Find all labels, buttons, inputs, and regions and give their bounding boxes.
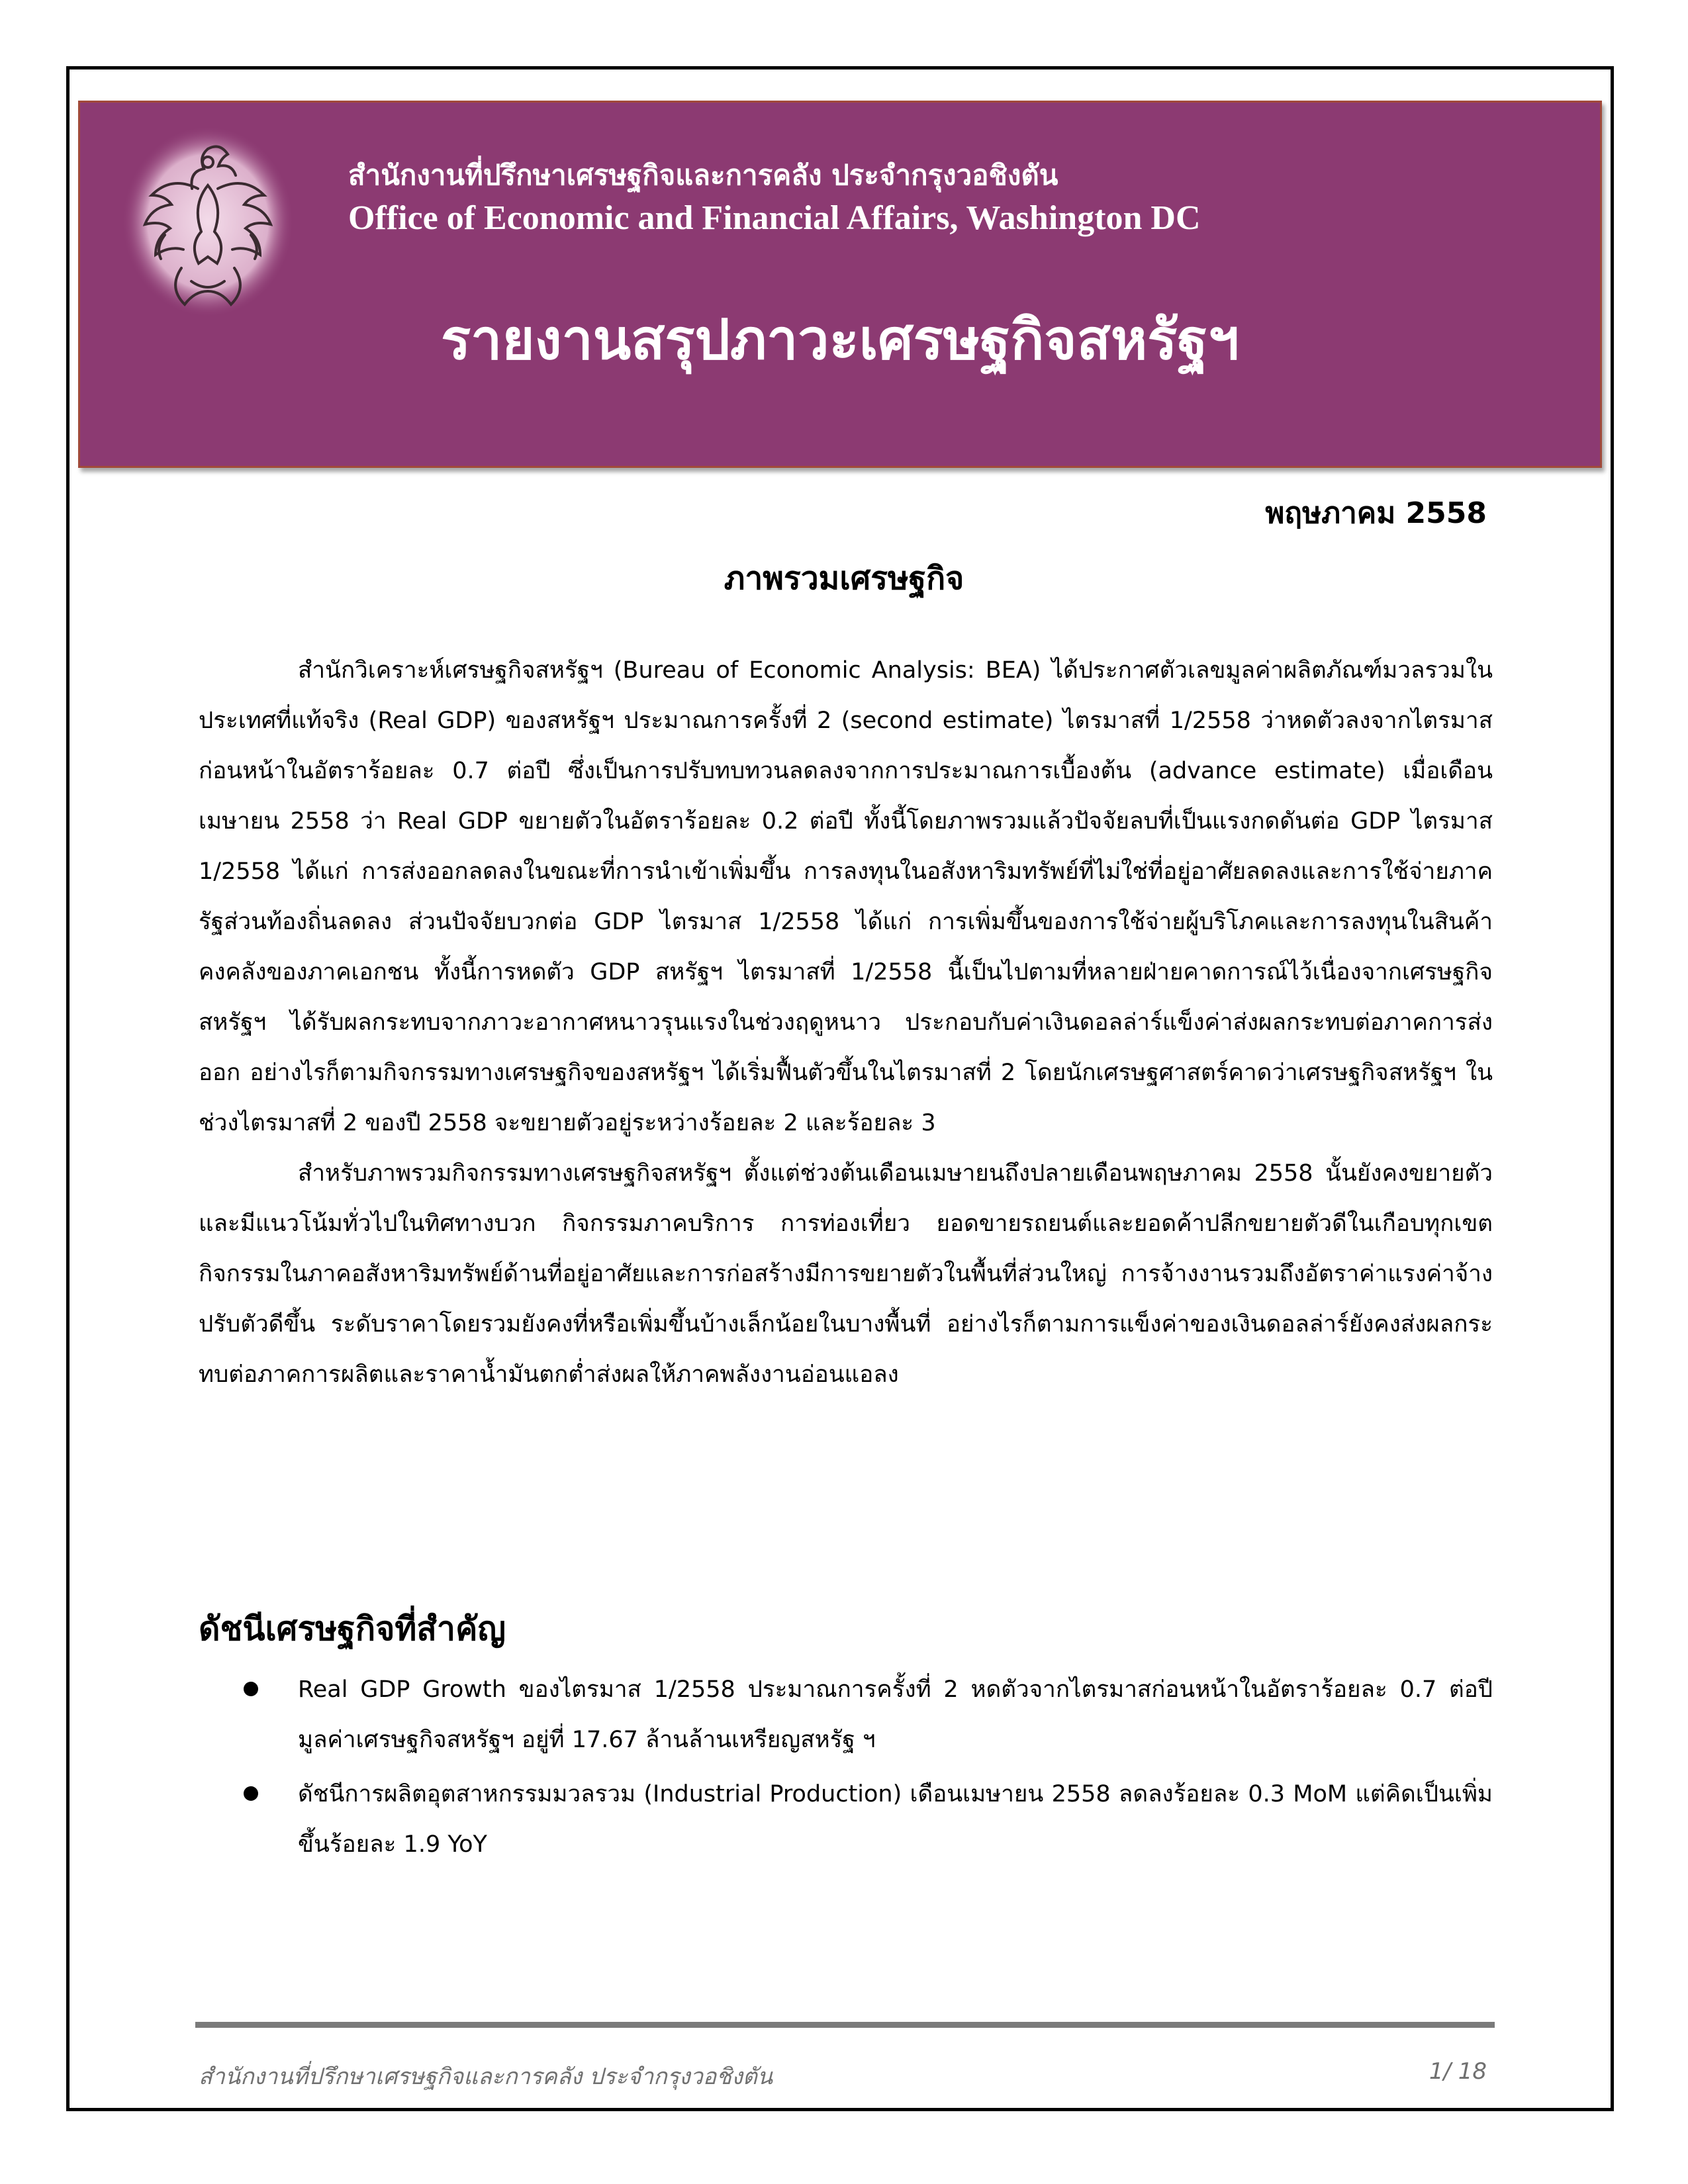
indicators-heading: ดัชนีเศรษฐกิจที่สำคัญ: [199, 1610, 506, 1648]
bullet-icon: [244, 1682, 258, 1696]
header-banner: [78, 101, 1602, 468]
office-name-thai: สำนักงานที่ปรึกษาเศรษฐกิจและการคลัง ประจำกรุงวอชิงตัน: [348, 159, 1058, 191]
page-number: 1/ 18: [1429, 2058, 1487, 2085]
report-title: รายงานสรุปภาวะเศรษฐกิจสหรัฐฯ: [441, 307, 1239, 372]
overview-heading: ภาพรวมเศรษฐกิจ: [724, 560, 964, 597]
footer-divider: [195, 2022, 1495, 2028]
garuda-emblem-icon: [118, 122, 297, 321]
indicator-list: [199, 1664, 1493, 1874]
office-name-english: Office of Economic and Financial Affairs, Washington DC: [348, 199, 1201, 237]
report-date: พฤษภาคม 2558: [1265, 496, 1487, 530]
bullet-icon: [244, 1786, 258, 1801]
overview-paragraph: สำนักวิเคราะห์เศรษฐกิจสหรัฐฯ (Bureau of Economic Analysis: BEA) ได้ประกาศตัวเลขมูลค่าผลิตภัณฑ์มวลรวมในประเทศที่แท้จริง (Real GDP) ของสหรัฐฯ ประมาณการครั้งที่ 2 (second estimate) ไตรมาสที่ 1/2558 ว่าหดตัวลงจากไตรมาสก่อนหน้าในอัตราร้อยละ 0.7 ต่อปี ซึ่งเป็นการปรับทบทวนลดลงจากการประมาณการเบื้องต้น (advance estimate) เมื่อเดือนเมษายน 2558 ว่า Real GDP ขยายตัวในอัตราร้อยละ 0.2 ต่อปี ทั้งนี้โดยภาพรวมแล้วปัจจัยลบที่เป็นแรงกดดันต่อ GDP ไตรมาส 1/2558 ได้แก่ การส่งออกลดลงในขณะที่การนำเข้าเพิ่มขึ้น การลงทุนในอสังหาริมทรัพย์ที่ไม่ใช่ที่อยู่อาศัยลดลงและการใช้จ่ายภาครัฐส่วนท้องถิ่นลดลง ส่วนปัจจัยบวกต่อ GDP ไตรมาส 1/2558 ได้แก่ การเพิ่มขึ้นของการใช้จ่ายผู้บริโภคและการลงทุนในสินค้าคงคลังของภาคเอกชน ทั้งนี้การหดตัว GDP สหรัฐฯ ไตรมาสที่ 1/2558 นี้เป็นไปตามที่หลายฝ่ายคาดการณ์ไว้เนื่องจากเศรษฐกิจสหรัฐฯ ได้รับผลกระทบจากภาวะอากาศหนาวรุนแรงในช่วงฤดูหนาว ประกอบกับค่าเงินดอลล่าร์แข็งค่าส่งผลกระทบต่อภาคการส่งออก อย่างไรก็ตามกิจกรรมทางเศรษฐกิจของสหรัฐฯ ได้เริ่มฟื้นตัวขึ้นในไตรมาสที่ 2 โดยนักเศรษฐศาสตร์คาดว่าเศรษฐกิจสหรัฐฯ ในช่วงไตรมาสที่ 2 ของปี 2558 จะขยายตัวอยู่ระหว่างร้อยละ 2 และร้อยละ 3: [199, 657, 1493, 1136]
overview-paragraph: สำหรับภาพรวมกิจกรรมทางเศรษฐกิจสหรัฐฯ ตั้งแต่ช่วงต้นเดือนเมษายนถึงปลายเดือนพฤษภาคม 2558 นั้นยังคงขยายตัวและมีแนวโน้มทั่วไปในทิศทางบวก กิจกรรมภาคบริการ การท่องเที่ยว ยอดขายรถยนต์และยอดค้าปลีกขยายตัวดีในเกือบทุกเขต กิจกรรมในภาคอสังหาริมทรัพย์ด้านที่อยู่อาศัยและการก่อสร้างมีการขยายตัวในพื้นที่ส่วนใหญ่ การจ้างงานรวมถึงอัตราค่าแรงค่าจ้างปรับตัวดีขึ้น ระดับราคาโดยรวมยังคงที่หรือเพิ่มขึ้นบ้างเล็กน้อยในบางพื้นที่ อย่างไรก็ตามการแข็งค่าของเงินดอลล่าร์ยังคงส่งผลกระทบต่อภาคการผลิตและราคาน้ำมันตกต่ำส่งผลให้ภาคพลังงานอ่อนแอลง: [199, 1160, 1493, 1388]
indicator-item: [199, 1769, 1493, 1870]
indicator-text: Real GDP Growth ของไตรมาส 1/2558 ประมาณการครั้งที่ 2 หดตัวจากไตรมาสก่อนหน้าในอัตราร้อยละ 0.7 ต่อปี มูลค่าเศรษฐกิจสหรัฐฯ อยู่ที่ 17.67 ล้านล้านเหรียญสหรัฐ ฯ: [298, 1676, 1493, 1753]
overview-body: [199, 645, 1493, 1400]
footer-office-name: สำนักงานที่ปรึกษาเศรษฐกิจและการคลัง ประจำกรุงวอชิงตัน: [199, 2064, 773, 2090]
indicator-item: [199, 1664, 1493, 1765]
indicator-text: ดัชนีการผลิตอุตสาหกรรมมวลรวม (Industrial Production) เดือนเมษายน 2558 ลดลงร้อยละ 0.3 MoM แต่คิดเป็นเพิ่มขึ้นร้อยละ 1.9 YoY: [298, 1781, 1493, 1858]
